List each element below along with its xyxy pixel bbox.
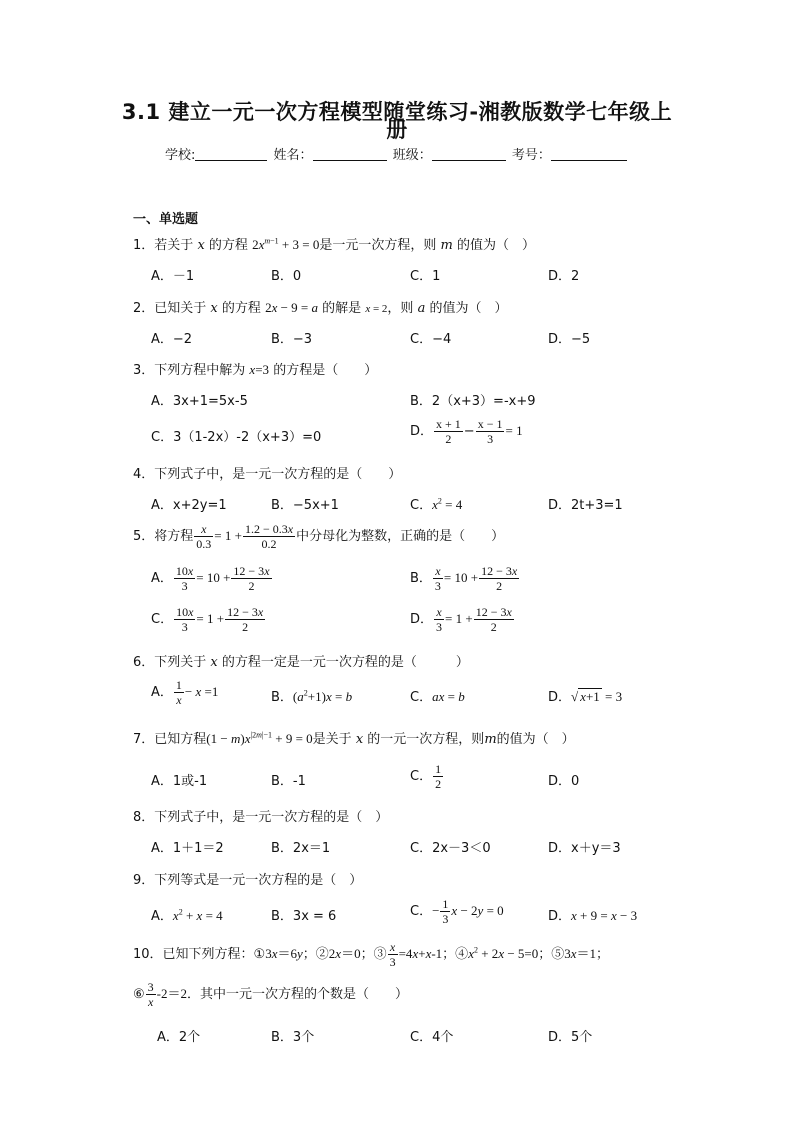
q10-option-b[interactable]: B．3个 [271,1030,315,1045]
question-5: 5．将方程 $\frac{x}{0.3}$ = 1 + $\frac{1.2 - 0.3x}{0.2}$ 中分母化为整数，正确的是（ ） [133,522,505,551]
q9-option-d[interactable]: D．x + 9 = x − 3 [548,908,638,924]
q7-option-b[interactable]: B．-1 [271,774,306,789]
question-7: 7．已知方程$(1 - m)x^{|2m|-1} + 9 = 0$是关于 x 的一元一次方程，则m的值为（ ） [133,730,575,747]
question-10-continued: ⑥ $\frac{3}{x}$ -2＝2．其中一元一次方程的个数是（ ） [133,980,409,1009]
q7-option-d[interactable]: D．0 [548,774,580,789]
q2-option-c[interactable]: C．−4 [410,332,452,347]
q5-option-c[interactable]: C． $\frac{10x}{3}$ = 1 + $\frac{12 - 3x}{2}$ [151,605,264,634]
question-4: 4．下列式子中，是一元一次方程的是（ ） [133,467,402,482]
q8-option-b[interactable]: B．2x＝1 [271,841,331,856]
q7-option-a[interactable]: A．1或-1 [151,774,208,789]
q6-option-c[interactable]: C．ax = b [410,689,465,705]
q4-option-b[interactable]: B．−5x+1 [271,498,339,513]
q9-option-c[interactable]: C．− $\frac{1}{3}$ x − 2y = 0 [410,897,504,926]
name-label: 姓名： [273,148,313,163]
question-3: 3．下列方程中解为 x=3 的方程是（ ） [133,362,378,378]
q8-option-d[interactable]: D．x＋y＝3 [548,841,621,856]
q10-option-d[interactable]: D．5个 [548,1030,593,1045]
number-label: 考号： [511,148,551,163]
q5-option-b[interactable]: B． $\frac{x}{3}$ = 10 + $\frac{12 - 3x}{2}$ [410,564,518,593]
q4-option-c[interactable]: C．$x^2 = 4$ [410,496,463,513]
school-field[interactable] [195,146,267,161]
q5-option-d[interactable]: D． $\frac{x}{3}$ = 1 + $\frac{12 - 3x}{2}$ [410,605,512,634]
q2-option-b[interactable]: B．−3 [271,332,313,347]
q3-option-b[interactable]: B．2（x+3）=-x+9 [410,394,536,409]
class-label: 班级： [392,148,432,163]
q3-option-a[interactable]: A．3x+1=5x-5 [151,394,248,409]
q10-option-c[interactable]: C．4个 [410,1030,454,1045]
question-9: 9．下列等式是一元一次方程的是（ ） [133,873,363,888]
q1-option-a[interactable]: A．－1 [151,269,195,284]
q1-option-c[interactable]: C．1 [410,269,441,284]
q2-option-a[interactable]: A．−2 [151,332,193,347]
q6-option-a[interactable]: A． $\frac{1}{x}$ − x =1 [151,678,219,707]
q6-option-d[interactable]: D．√ x+1 = 3 [548,689,623,705]
q9-option-a[interactable]: A．$x^2 + x = 4$ [151,907,223,924]
student-info [165,144,629,163]
question-2: 2．已知关于 x 的方程 2x − 9 = a 的解是 x = 2，则 a 的值为（ ） [133,300,508,316]
question-8: 8．下列式子中，是一元一次方程的是（ ） [133,810,389,825]
question-6: 6．下列关于 x 的方程一定是一元一次方程的是（ ） [133,655,469,670]
section-heading: 一、单选题 [133,212,199,227]
q4-option-d[interactable]: D．2t+3=1 [548,498,623,513]
q7-option-c[interactable]: C． $\frac{1}{2}$ [410,762,442,791]
number-field[interactable] [551,146,627,161]
q5-option-a[interactable]: A． $\frac{10x}{3}$ = 10 + $\frac{12 - 3x}{2}$ [151,564,270,593]
q1-option-b[interactable]: B．0 [271,269,302,284]
q10-option-a[interactable]: A．2个 [157,1030,201,1045]
q4-option-a[interactable]: A．x+2y=1 [151,498,227,513]
q3-option-c[interactable]: C．3（1-2x）-2（x+3）=0 [151,430,322,445]
question-1: 1．若关于 x 的方程 $2x^{m-1} + 3 = 0$是一元一次方程，则 m 的值为（ ） [133,236,535,253]
q9-option-b[interactable]: B．3x = 6 [271,909,337,924]
q2-option-d[interactable]: D．−5 [548,332,591,347]
question-10: 10．已知下列方程：①3x＝6y；②2x＝0；③ $\frac{x}{3}$ =4x+x-1；$④x^2 + 2x - 5=0$；⑤3x＝1； [133,940,610,969]
class-field[interactable] [432,146,506,161]
page-title-continued: 册 [386,118,408,142]
school-label: 学校: [165,148,196,163]
q1-option-d[interactable]: D．2 [548,269,580,284]
q8-option-c[interactable]: C．2x－3＜0 [410,841,491,856]
q8-option-a[interactable]: A．1＋1＝2 [151,841,224,856]
q6-option-b[interactable]: B．$(a^2+1)x = b$ [271,688,353,705]
page-title: 3.1 建立一元一次方程模型随堂练习-湘教版数学七年级上 [121,100,673,124]
name-field[interactable] [313,146,387,161]
q3-option-d[interactable]: D． $\frac{x + 1}{2}$ − $\frac{x - 1}{3}$ = 1 [410,417,523,446]
